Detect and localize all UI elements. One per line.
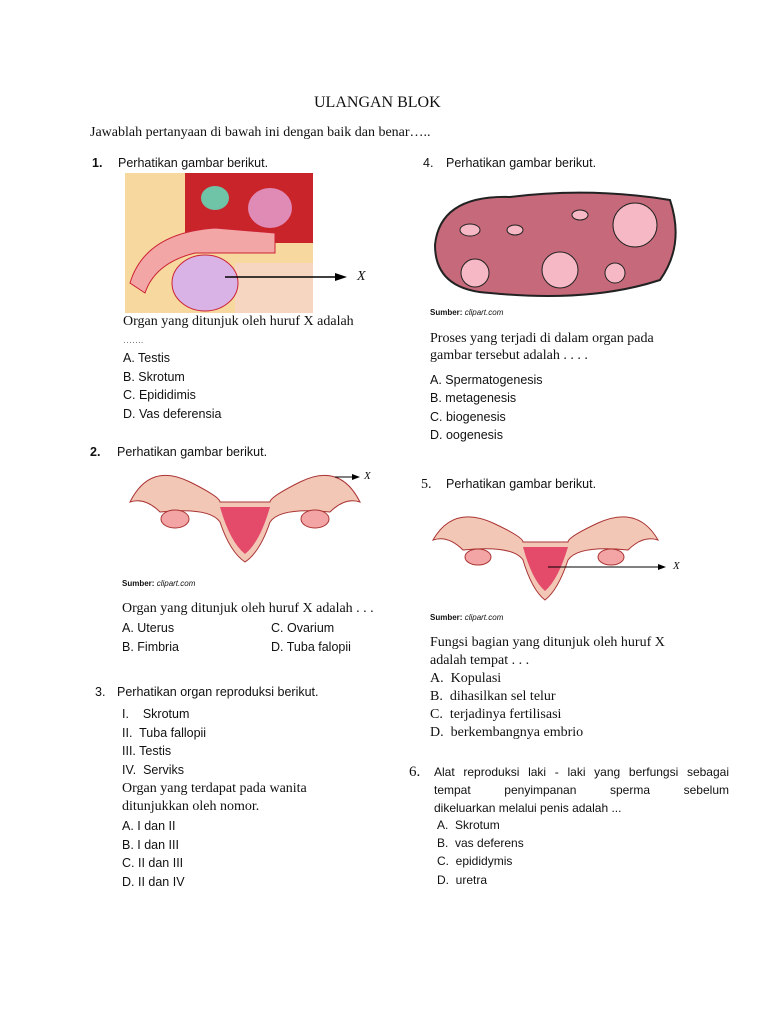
q6-option-a: A. Skrotum: [437, 818, 500, 832]
q1-option-b: B. Skrotum: [123, 370, 185, 384]
q2-question: Organ yang ditunjuk oleh huruf X adalah . . .: [122, 601, 374, 616]
q4-option-b: B. metagenesis: [430, 391, 517, 405]
q3-item-1: I. Skrotum: [122, 707, 190, 721]
q3-item-4: IV. Serviks: [122, 763, 185, 777]
q3-option-a: A. I dan II: [122, 819, 176, 833]
q2-source-label: Sumber:: [122, 579, 155, 588]
q5-option-a: A. Kopulasi: [430, 671, 502, 686]
q3-item-2: II. Tuba fallopii: [122, 726, 207, 740]
q2-label-x: X: [364, 470, 371, 482]
q1-option-c: C. Epididimis: [123, 388, 196, 402]
ovary-diagram: [430, 185, 682, 303]
q6-option-d: D. uretra: [437, 873, 488, 887]
q4-option-a: A. Spermatogenesis: [430, 373, 543, 387]
q4-option-d: D. oogenesis: [430, 428, 503, 442]
q1-label-x: X: [357, 269, 366, 284]
q2-option-a: A. Uterus: [122, 621, 175, 635]
q4-question-line-2: gambar tersebut adalah . . . .: [430, 348, 588, 363]
q2-source-site: clipart.com: [156, 579, 196, 588]
q4-heading: Perhatikan gambar berikut.: [446, 156, 597, 170]
q5-option-c: C. terjadinya fertilisasi: [430, 707, 562, 722]
q2-option-c: C. Ovarium: [271, 621, 335, 635]
q1-number: 1.: [92, 156, 103, 170]
q1-option-a: A. Testis: [123, 351, 171, 365]
q5-number: 5.: [421, 477, 432, 492]
q2-option-b: B. Fimbria: [122, 640, 179, 654]
q4-source-site: clipart.com: [464, 308, 504, 317]
q3-question-line-1: Organ yang terdapat pada wanita: [122, 781, 307, 796]
page-title: ULANGAN BLOK: [314, 94, 441, 111]
q3-number: 3.: [95, 685, 106, 699]
instruction: Jawablah pertanyaan di bawah ini dengan baik dan benar…..: [90, 125, 431, 140]
q3-item-3: III. Testis: [122, 744, 172, 758]
q6-question-line-1: Alat reproduksi laki - laki yang berfungsi sebagai: [434, 765, 729, 779]
q1-question: Organ yang ditunjuk oleh huruf X adalah: [123, 314, 354, 329]
male-reproductive-diagram: [125, 173, 365, 315]
q3-option-d: D. II dan IV: [122, 875, 185, 889]
q1-dots: …….: [123, 335, 144, 345]
q3-heading: Perhatikan organ reproduksi berikut.: [117, 685, 319, 699]
q6-question-line-3: dikeluarkan melalui penis adalah ...: [434, 801, 622, 815]
q5-option-b: B. dihasilkan sel telur: [430, 689, 556, 704]
q6-question-line-2: tempat penyimpanan sperma sebelum: [434, 783, 729, 797]
q4-source-label: Sumber:: [430, 308, 463, 317]
q2-number: 2.: [90, 445, 101, 459]
q3-option-c: C. II dan III: [122, 856, 184, 870]
q6-option-b: B. vas deferens: [437, 836, 524, 850]
q2-option-d: D. Tuba falopii: [271, 640, 351, 654]
q6-option-c: C. epididymis: [437, 854, 513, 868]
q1-heading: Perhatikan gambar berikut.: [118, 156, 269, 170]
q3-option-b: B. I dan III: [122, 838, 179, 852]
q4-number: 4.: [423, 156, 434, 170]
uterus-diagram: [120, 462, 370, 577]
q3-question-line-2: ditunjukkan oleh nomor.: [122, 799, 260, 814]
q5-option-d: D. berkembangnya embrio: [430, 725, 584, 740]
q2-heading: Perhatikan gambar berikut.: [117, 445, 268, 459]
q5-label-x: X: [673, 560, 680, 572]
q4-question-line-1: Proses yang terjadi di dalam organ pada: [430, 331, 654, 346]
uterus-diagram-2: [428, 505, 688, 610]
q5-heading: Perhatikan gambar berikut.: [446, 477, 597, 491]
q6-number: 6.: [409, 764, 421, 780]
q4-option-c: C. biogenesis: [430, 410, 506, 424]
q1-option-d: D. Vas deferensia: [123, 407, 222, 421]
q5-source-label: Sumber:: [430, 613, 463, 622]
q5-question-line-1: Fungsi bagian yang ditunjuk oleh huruf X: [430, 635, 665, 650]
q5-source-site: clipart.com: [464, 613, 504, 622]
q5-question-line-2: adalah tempat . . .: [430, 653, 530, 668]
